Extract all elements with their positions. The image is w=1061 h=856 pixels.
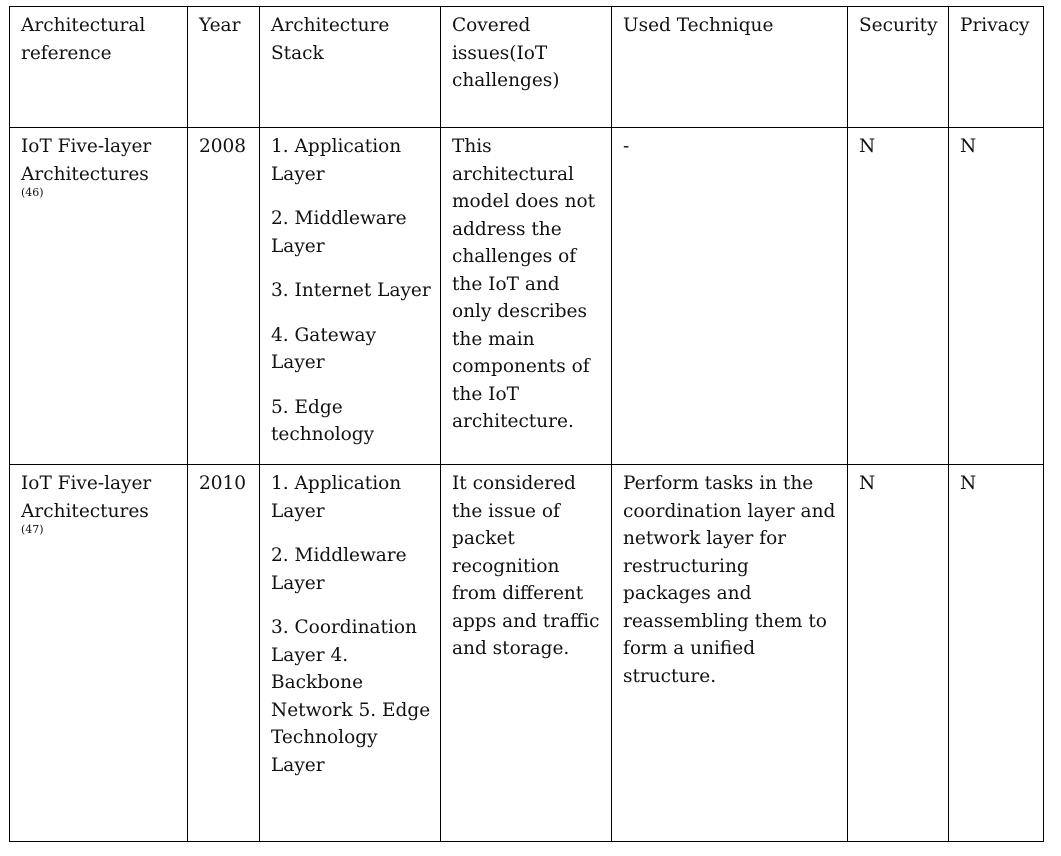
architecture-comparison-table (9, 6, 1044, 842)
header-privacy: Privacy (949, 7, 1044, 128)
cell-used-technique: - (612, 128, 848, 465)
stack-layer-item: 4. Gateway Layer (271, 324, 377, 373)
cell-year: 2010 (188, 465, 260, 842)
cell-used-technique: Perform tasks in the coordination layer and network layer for restructuring packages and reassembling them to form a unified structure. (612, 465, 848, 842)
cell-covered-issues: It considered the issue of packet recognition from different apps and traffic and storage. (441, 465, 612, 842)
stack-layer-item: 1. Application Layer (271, 473, 402, 522)
cell-covered-issues: This architectural model does not address the challenges of the IoT and only describes the main components of the IoT architecture. (441, 128, 612, 465)
cell-architecture-stack (260, 465, 441, 842)
header-security: Security (848, 7, 949, 128)
header-architecture-stack: Architecture Stack (260, 7, 441, 128)
reference-name: IoT Five-layer Architectures (21, 136, 152, 185)
cell-security: N (848, 128, 949, 465)
table-header-row (10, 7, 1044, 128)
stack-layer-item: 2. Middleware Layer (271, 545, 407, 594)
cell-security: N (848, 465, 949, 842)
header-architectural-reference: Architectural reference (10, 7, 188, 128)
stack-layer-item: 1. Application Layer (271, 136, 402, 185)
reference-name: IoT Five-layer Architectures (21, 473, 152, 522)
stack-layer-item: 2. Middleware Layer (271, 208, 407, 257)
cell-reference (10, 128, 188, 465)
header-used-technique: Used Technique (612, 7, 848, 128)
header-covered-issues: Covered issues(IoT challenges) (441, 7, 612, 128)
stack-layer-item: 3. Coordination Layer 4. Backbone Network 5. Edge Technology Layer (271, 617, 431, 776)
stack-layer-item: 5. Edge technology (271, 396, 375, 445)
table-row (10, 465, 1044, 842)
header-year: Year (188, 7, 260, 128)
table-row (10, 128, 1044, 465)
cell-architecture-stack (260, 128, 441, 465)
reference-citation: (46) (21, 186, 44, 199)
cell-privacy: N (949, 465, 1044, 842)
cell-year: 2008 (188, 128, 260, 465)
stack-layer-item: 3. Internet Layer (271, 280, 431, 301)
cell-reference (10, 465, 188, 842)
reference-citation: (47) (21, 523, 44, 536)
cell-privacy: N (949, 128, 1044, 465)
